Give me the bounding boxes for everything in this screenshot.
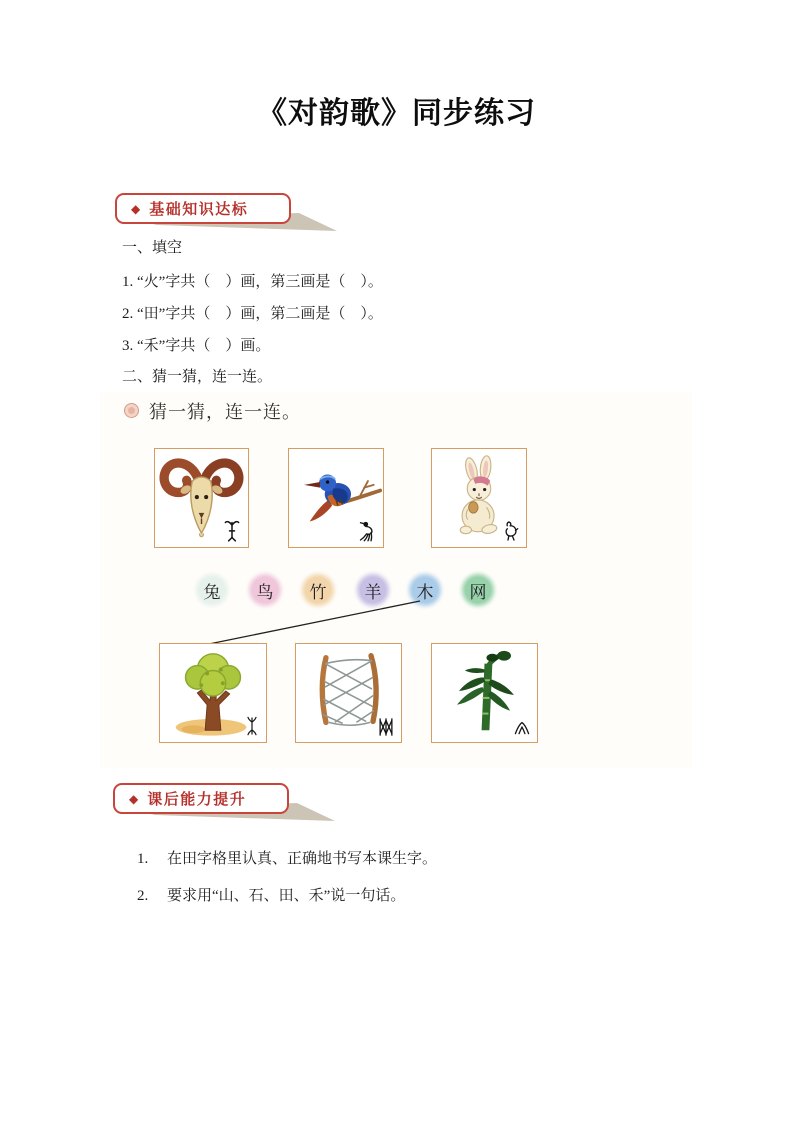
char-chip-tu: 兔 [199,577,225,603]
char-chip-niao: 鸟 [252,577,278,603]
exercise-label: 猜一猜，连一连。 [149,402,301,422]
item-text: 在田字格里认真、正确地书写本课生字。 [167,851,438,867]
section-advanced-badge [113,783,289,814]
section-basics-badge [115,193,291,224]
page-title: 《对韵歌》同步练习 [257,97,536,130]
item-number: 2. [137,888,149,904]
question-1: 1. “火”字共（ ）画，第三画是（ ）。 [122,274,383,290]
oracle-zhu-icon [513,716,531,738]
picture-box-bird [288,448,384,548]
oracle-mu-icon [244,714,260,738]
picture-box-rabbit [431,448,527,548]
question-3: 3. “禾”字共（ ）画。 [122,338,271,354]
picture-box-ram [154,448,249,548]
char-chip-mu: 木 [412,577,438,603]
section-advanced-badge-label: 课后能力提升 [147,791,247,808]
oracle-tu-icon [502,519,520,543]
picture-box-bamboo [431,643,538,743]
item-number: 1. [137,851,149,867]
item-text: 要求用“山、石、田、禾”说一句话。 [167,888,406,904]
oracle-yang-icon [222,517,242,543]
pink-seal-icon [124,403,139,418]
picture-box-tree [159,643,267,743]
picture-box-net [295,643,402,743]
question-2: 2. “田”字共（ ）画，第二画是（ ）。 [122,306,383,322]
textbook-exercise-image [100,392,692,768]
oracle-niao-icon [359,519,377,543]
heading-fill-blank: 一、填空 [122,240,183,256]
advanced-item-2 [122,867,405,922]
oracle-wang-icon [377,716,395,738]
char-chip-zhu: 竹 [305,577,331,603]
char-chip-yang: 羊 [360,577,386,603]
section-basics-badge-label: 基础知识达标 [149,201,249,218]
diamond-icon: ◆ [129,791,139,806]
diamond-icon: ◆ [131,201,141,216]
heading-match: 二、猜一猜，连一连。 [122,369,273,385]
char-chip-wang: 网 [465,577,491,603]
